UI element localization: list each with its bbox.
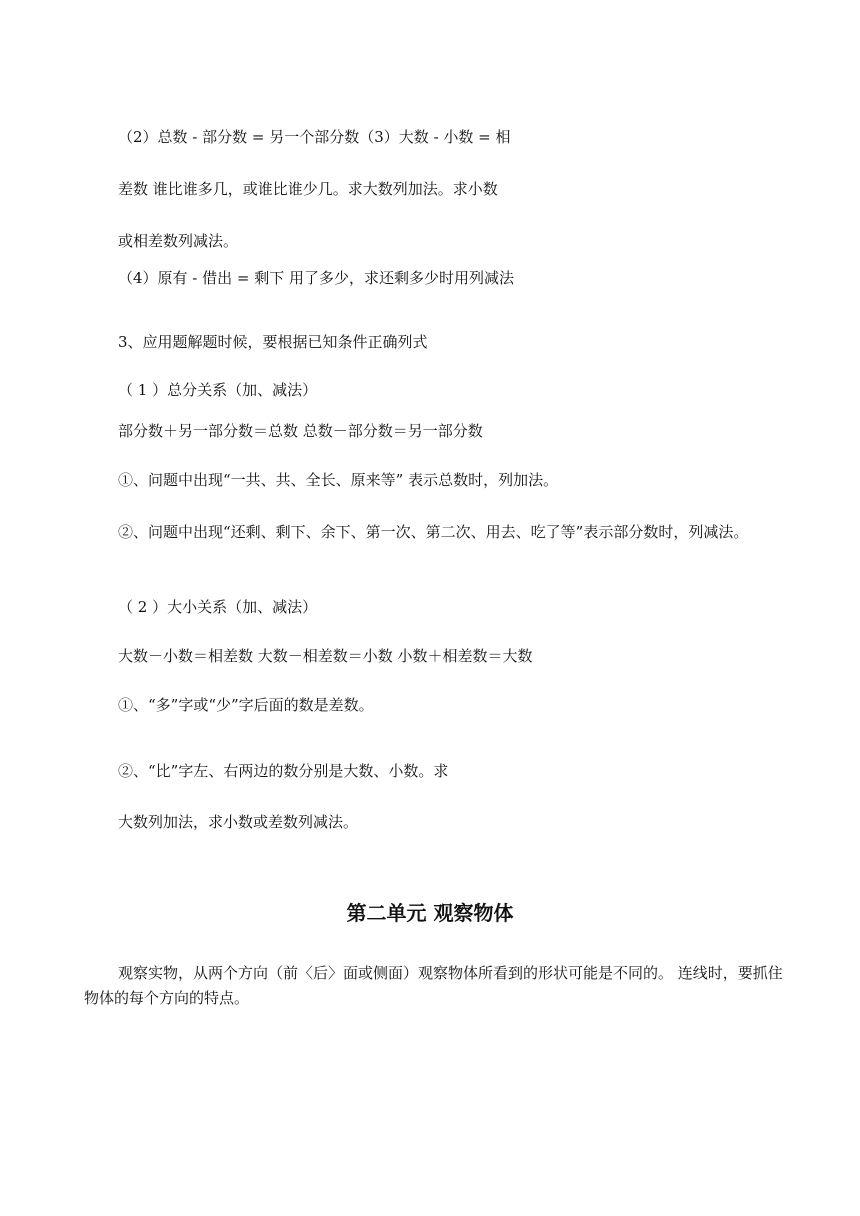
formula-line-total-part: （2）总数 - 部分数 = 另一个部分数（3）大数 - 小数 = 相: [118, 128, 511, 146]
rule-item-subtraction: ②、问题中出现“还剩、剩下、余下、第一次、第二次、用去、吃了等”表示部分数时，列减法。: [118, 523, 749, 541]
text-line-difference: 差数 谁比谁多几，或谁比谁少几。求大数列加法。求小数: [118, 180, 498, 198]
rule-item-difference: ①、“多”字或“少”字后面的数是差数。: [118, 696, 374, 714]
unit-heading: 第二单元 观察物体: [346, 901, 514, 925]
text-line-subtraction: 或相差数列减法。: [118, 232, 239, 250]
subheading-size-relation: （ 2 ）大小关系（加、减法）: [118, 598, 318, 616]
rule-item-addition: ①、问题中出现“一共、共、全长、原来等” 表示总数时，列加法。: [118, 471, 559, 489]
subheading-total-part-relation: （ 1 ）总分关系（加、减法）: [118, 381, 318, 399]
formula-line-part-sum: 部分数＋另一部分数＝总数 总数－部分数＝另一部分数: [118, 422, 483, 440]
observation-paragraph: 观察实物，从两个方向（前〈后〉面或侧面）观察物体所看到的形状可能是不同的。 连线时，要抓住物体的每个方向的特点。: [84, 964, 783, 1007]
rule-item-compare-cont: 大数列加法，求小数或差数列减法。: [118, 813, 359, 831]
formula-line-size: 大数－小数＝相差数 大数－相差数＝小数 小数＋相差数＝大数: [118, 647, 533, 665]
formula-line-borrow: （4）原有 - 借出 = 剩下 用了多少，求还剩多少时用列减法: [118, 269, 515, 287]
section-item-3: 3、应用题解题时候，要根据已知条件正确列式: [118, 333, 428, 351]
rule-item-compare: ②、“比”字左、右两边的数分别是大数、小数。求: [118, 762, 449, 780]
